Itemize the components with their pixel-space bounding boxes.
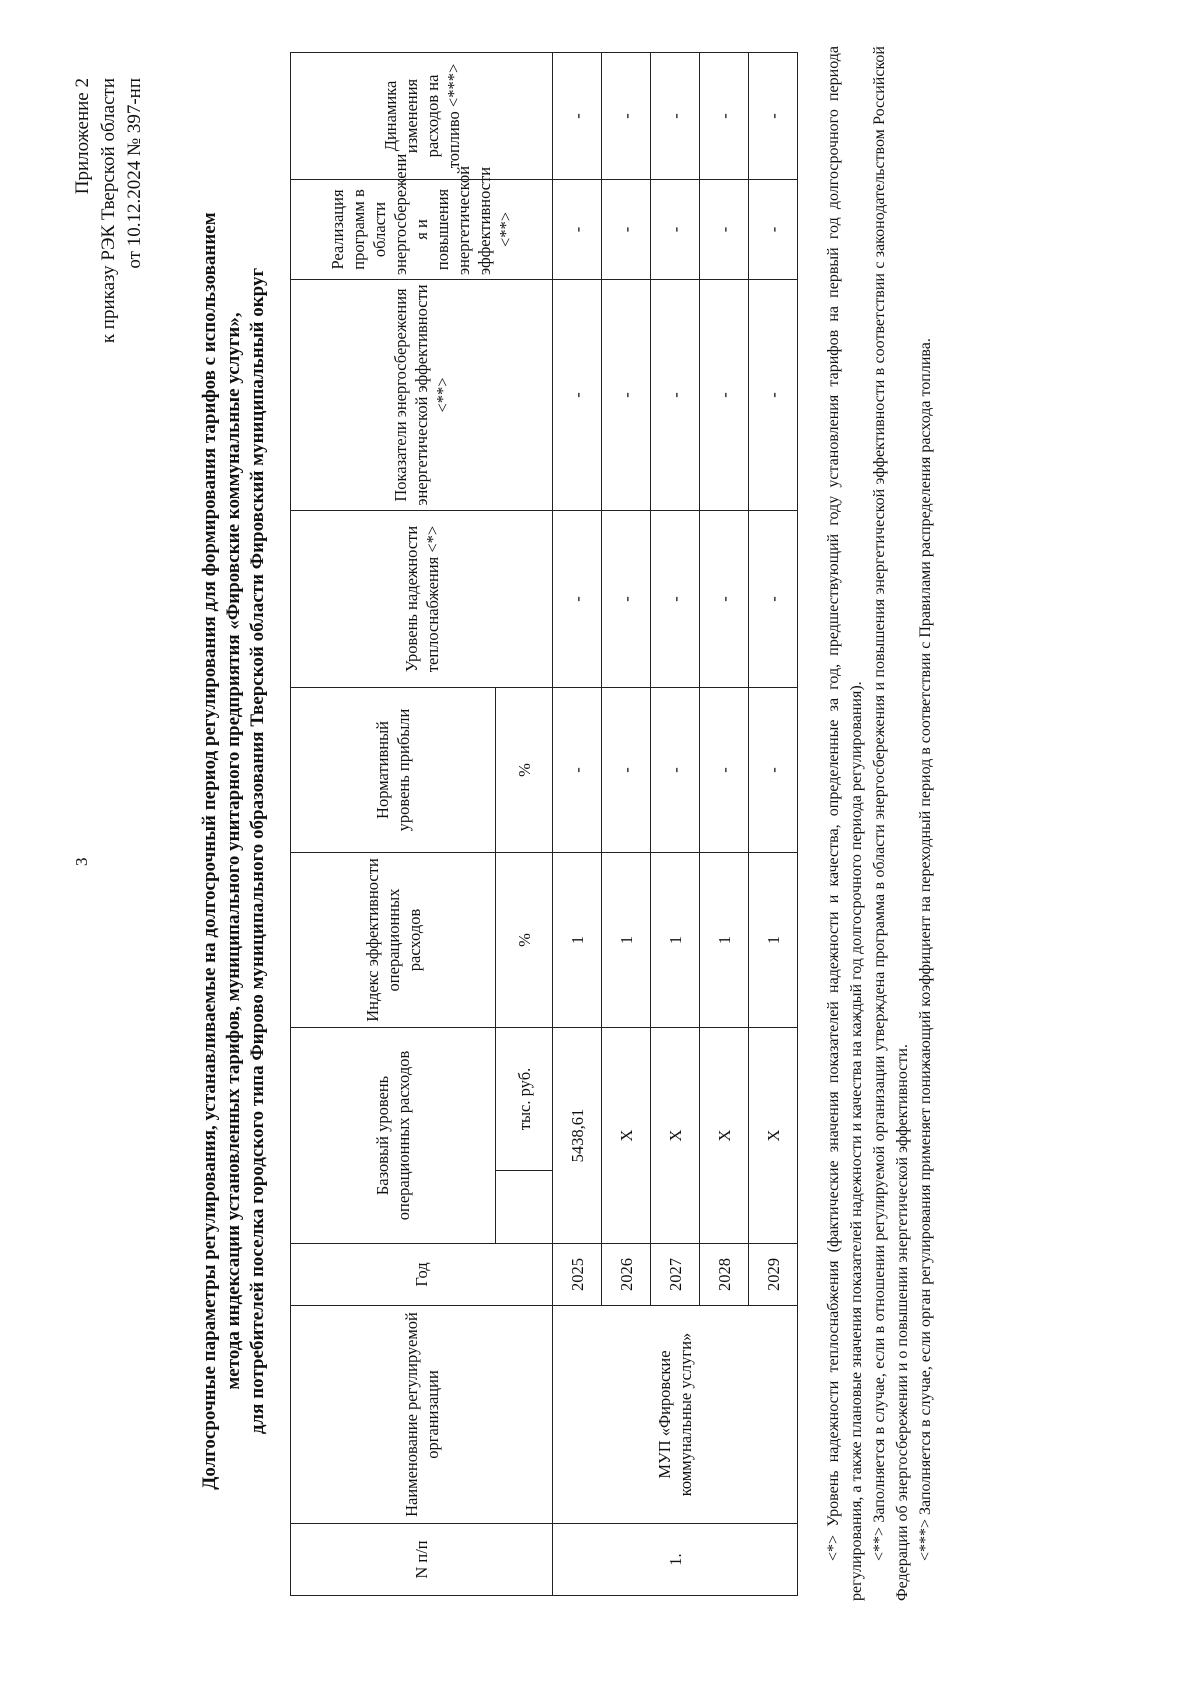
cell-programs: -	[700, 179, 749, 279]
header-row	[291, 52, 496, 1595]
title-line-3: для потребителей поселка городского типа Фирово муниципального образования Тверской области Фировский муниципальный округ	[247, 267, 268, 1435]
cell-profit: -	[553, 687, 602, 852]
cell-profit: -	[700, 687, 749, 852]
page-number: 3	[72, 857, 91, 866]
header-organization: Наименование регулируемой организации	[291, 1306, 553, 1524]
cell-year: 2025	[553, 1244, 602, 1306]
header-profit-level: Нормативный уровень прибыли	[291, 687, 496, 852]
cell-programs: -	[602, 179, 651, 279]
footnotes	[822, 46, 937, 1601]
cell-base-level: Х	[749, 1027, 798, 1243]
appendix-line-2: к приказу РЭК Тверской области	[98, 78, 119, 344]
cell-energy-indicators: -	[553, 279, 602, 510]
cell-energy-indicators: -	[700, 279, 749, 510]
header-reliability: Уровень надежности теплоснабжения <*>	[291, 510, 553, 687]
units-base: тыс. руб.	[496, 1027, 553, 1170]
cell-base-level: Х	[602, 1027, 651, 1243]
appendix-line-1: Приложение 2	[72, 78, 93, 195]
cell-efficiency-index: 1	[651, 852, 700, 1027]
cell-energy-indicators: -	[602, 279, 651, 510]
header-year: Год	[291, 1244, 553, 1306]
header-base-level: Базовый уровень операционных расходов	[291, 1027, 496, 1243]
cell-fuel: -	[553, 52, 602, 179]
cell-fuel: -	[602, 52, 651, 179]
cell-fuel: -	[651, 52, 700, 179]
cell-fuel: -	[749, 52, 798, 179]
title-line-2: метода индексации установленных тарифов, муниципального унитарного предприятия «Фировские коммунальные услуги»,	[223, 312, 244, 1390]
units-base-empty	[496, 1171, 553, 1244]
cell-profit: -	[651, 687, 700, 852]
footnote-reliability: <*> Уровень надежности теплоснабжения (фактические значения показателей надежности и качества, определенные за год, предшествующий году установления тарифов на первый год долгосрочного периода регулирования, а также плановые значения показателей надежности и качества на каждый год долгосрочного периода регулирования).	[825, 46, 865, 1601]
cell-year: 2028	[700, 1244, 749, 1306]
cell-energy-indicators: -	[651, 279, 700, 510]
organization-name: МУП «Фировские коммунальные услуги»	[553, 1306, 798, 1524]
cell-reliability: -	[602, 510, 651, 687]
header-efficiency-index: Индекс эффективности операционных расходов	[291, 852, 496, 1027]
cell-year: 2029	[749, 1244, 798, 1306]
cell-efficiency-index: 1	[700, 852, 749, 1027]
header-fuel-dynamics: Динамика изменения расходов на топливо <***>	[291, 52, 553, 179]
cell-year: 2027	[651, 1244, 700, 1306]
cell-profit: -	[602, 687, 651, 852]
cell-programs: -	[749, 179, 798, 279]
document-title	[198, 121, 270, 1581]
cell-reliability: -	[700, 510, 749, 687]
appendix-header	[70, 78, 148, 458]
title-line-1: Долгосрочные параметры регулирования, устанавливаемые на долгосрочный период регулирования для формирования тарифов с использованием	[199, 212, 220, 1490]
cell-efficiency-index: 1	[553, 852, 602, 1027]
cell-programs: -	[553, 179, 602, 279]
cell-reliability: -	[651, 510, 700, 687]
units-index: %	[496, 852, 553, 1027]
row-number: 1.	[553, 1524, 798, 1596]
cell-efficiency-index: 1	[749, 852, 798, 1027]
cell-base-level: Х	[700, 1027, 749, 1243]
table-row	[553, 52, 602, 1595]
cell-base-level: 5438,61	[553, 1027, 602, 1243]
header-programs: Реализация программ в области энергосбережени я и повышения энергетической эффективности <**>	[291, 179, 553, 279]
footnote-fuel: <***> Заполняется в случае, если орган регулирования применяет понижающий коэффициент на переходный период в соответствии с Правилами распределения расхода топлива.	[917, 338, 934, 1561]
header-energy-indicators: Показатели энергосбережения энергетической эффективности <**>	[291, 279, 553, 510]
cell-reliability: -	[553, 510, 602, 687]
cell-efficiency-index: 1	[602, 852, 651, 1027]
appendix-line-3: от 10.12.2024 № 397-нп	[124, 78, 145, 269]
cell-reliability: -	[749, 510, 798, 687]
cell-base-level: Х	[651, 1027, 700, 1243]
cell-profit: -	[749, 687, 798, 852]
cell-programs: -	[651, 179, 700, 279]
cell-energy-indicators: -	[749, 279, 798, 510]
header-num: N п/п	[291, 1524, 553, 1596]
footnote-energy-program: <**> Заполняется в случае, если в отношении регулируемой организации утверждена программа в области энергосбережения и повышения энергетической эффективности в соответствии с законодательством Российской Федерации об энергосбережении и о повышении энергетической эффективности.	[871, 46, 911, 1601]
parameters-table	[290, 52, 798, 1596]
units-profit: %	[496, 687, 553, 852]
cell-year: 2026	[602, 1244, 651, 1306]
cell-fuel: -	[700, 52, 749, 179]
